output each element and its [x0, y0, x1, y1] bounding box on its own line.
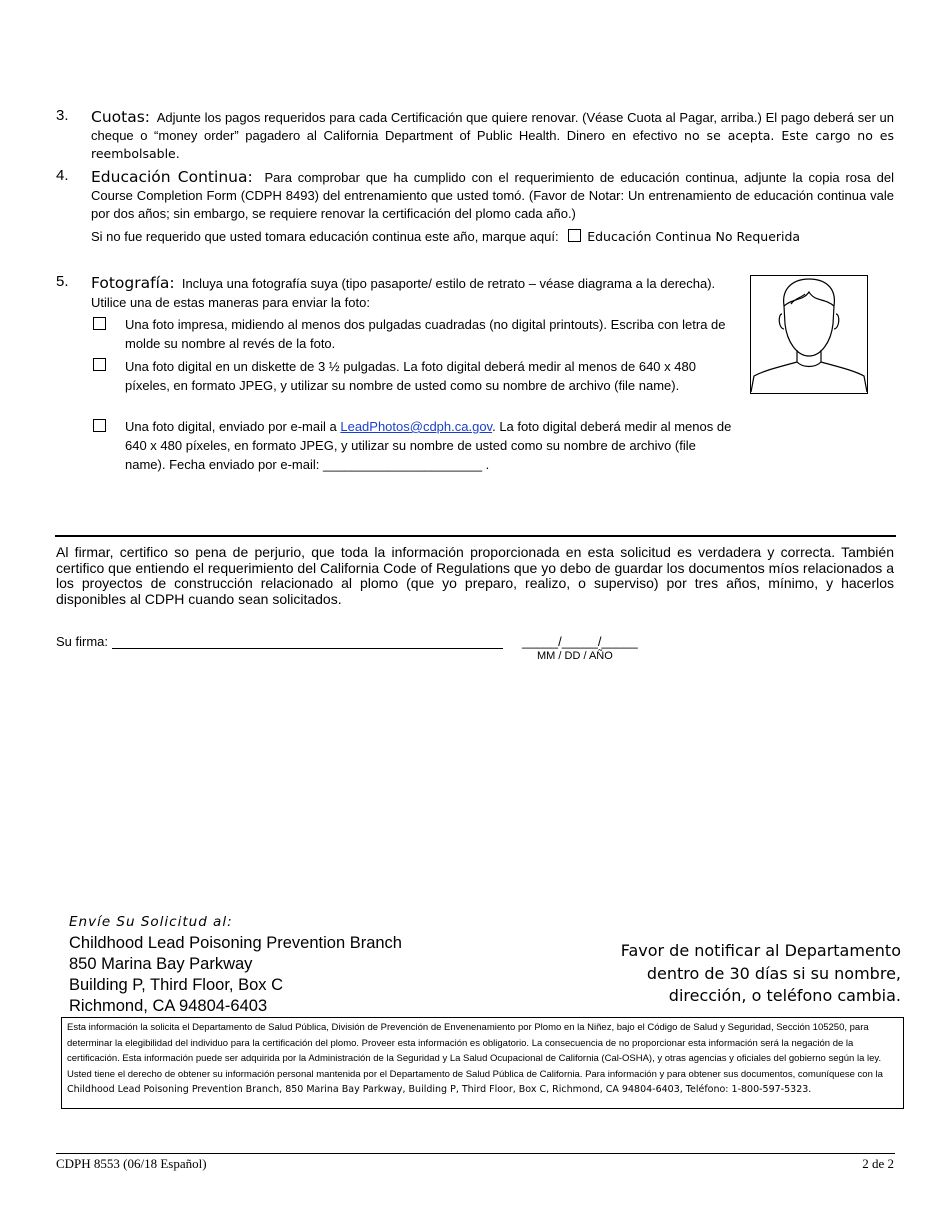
address-line-3: Building P, Third Floor, Box C	[69, 976, 284, 994]
item-3-block	[91, 108, 894, 163]
address-line-2: 850 Marina Bay Parkway	[69, 955, 253, 973]
item-3-text: Adjunte los pagos requeridos para cada Certificación que quiere renovar. (Véase Cuota al Pagar, arriba.) El pago deberá ser un cheque o “money order” pagadero al California Department of Public Health. Dinero en efectivo	[91, 110, 894, 143]
address-line-4: Richmond, CA 94804-6403	[69, 997, 268, 1015]
item-number-4: 4.	[56, 167, 69, 184]
photo-option-diskette-text: Una foto digital en un diskette de 3 ½ pulgadas. La foto digital deberá medir al menos de 640 x 480 píxeles, en formato JPEG, y utilizar su nombre de usted como su nombre de archivo (file name).	[125, 359, 696, 393]
date-format-labels: MM / DD / AÑO	[537, 650, 613, 662]
item-5-heading: Fotografía:	[91, 274, 175, 292]
photo-email-link[interactable]: LeadPhotos@cdph.ca.gov	[340, 419, 493, 434]
notify-line-1: Favor de notificar al Departamento	[620, 941, 901, 960]
notify-notice	[560, 940, 901, 1008]
photo-option-print-text: Una foto impresa, midiendo al menos dos pulgadas cuadradas (no digital printouts). Escriba con letra de molde su nombre al revés de la foto.	[125, 317, 726, 351]
continuing-ed-checkbox[interactable]	[568, 229, 581, 242]
disclaimer-text: Esta información la solicita el Departamento de Salud Pública, División de Prevención de Envenenamiento por Plomo en la Niñez, bajo el Código de Salud y Seguridad, Sección 105250, para determinar la elegibilidad del individuo para la certificación del plomo. Proveer esta información es obligatorio. La consecuencia de no proporcionar esta información será la negación de la certificación. Esta información puede ser adquirida por la Administración de la Seguridad y La Salud Ocupacional de California (Cal-OSHA), y otras agencias y oficiales del gobierno según la ley. Usted tiene el derecho de obtener su información personal mantenida por el Departamento de Salud Pública de California. Para información y para obtener sus documentos, comuníquese con la	[67, 1022, 883, 1080]
continuing-ed-row	[91, 229, 800, 244]
section-divider	[55, 535, 896, 537]
send-to-title: Envíe Su Solicitud al:	[69, 914, 233, 930]
item-4-block	[91, 168, 894, 223]
item-number-3: 3.	[56, 107, 69, 124]
portrait-silhouette-icon	[751, 276, 867, 393]
signature-field[interactable]	[112, 648, 503, 649]
date-field[interactable]: _____/_____/_____	[522, 634, 638, 649]
item-5-block	[91, 274, 731, 312]
item-3-heading: Cuotas:	[91, 108, 151, 126]
signature-label: Su firma:	[56, 634, 109, 649]
item-number-5: 5.	[56, 273, 69, 290]
form-id: CDPH 8553 (06/18 Español)	[56, 1156, 207, 1171]
photo-option-email-text	[125, 417, 735, 474]
notify-line-3: dirección, o teléfono cambia.	[668, 986, 901, 1005]
item-3-text-b: no se acepta. Este cargo no es reembolsable.	[91, 128, 895, 161]
continuing-ed-prompt: Si no fue requerido que usted tomara educación continua este año, marque aquí:	[91, 229, 559, 244]
footer-divider	[56, 1153, 895, 1154]
photo-option-email-post: . La foto digital deberá medir al menos de 640 x 480 píxeles, en formato JPEG, y utilizar su nombre de usted como su nombre de archivo (file name). Fecha enviado por e-mail: ______________________ .	[125, 419, 732, 472]
photo-option-email-pre: Una foto digital, enviado por e-mail a	[125, 419, 341, 434]
notify-line-2: dentro de 30 días si su nombre,	[646, 963, 901, 983]
photo-option-print-checkbox[interactable]	[93, 317, 106, 330]
portrait-diagram	[750, 275, 868, 394]
privacy-disclaimer	[61, 1017, 904, 1109]
page-number: 2 de 2	[862, 1156, 894, 1171]
disclaimer-contact: Childhood Lead Poisoning Prevention Branch, 850 Marina Bay Parkway, Building P, Third Floor, Box C, Richmond, CA 94804-6403, Teléfono: 1-800-597-5323.	[67, 1084, 812, 1095]
photo-option-diskette-checkbox[interactable]	[93, 358, 106, 371]
address-line-1: Childhood Lead Poisoning Prevention Branch	[69, 934, 402, 952]
continuing-ed-checkbox-label: Educación Continua No Requerida	[587, 229, 801, 244]
certification-statement: Al firmar, certifico so pena de perjurio, que toda la información proporcionada en esta solicitud es verdadera y correcta. También certifico que entiendo el requerimiento del California Code of Regulations que yo debo de guardar los documentos míos relacionados a los proyectos de construcción relacionado al plomo (que yo preparo, realizo, o superviso) por tres años, mínimo, y hacerlos disponibles al CDPH cuando sean solicitados.	[56, 544, 894, 607]
item-4-text: Para comprobar que ha cumplido con el requerimiento de educación continua, adjunte la copia rosa del Course Completion Form (CDPH 8493) del entrenamiento que usted tomó. (Favor de Notar: Un entrenamiento de educación continua vale por dos años; sin embargo, se requiere renovar la certificación del plomo cada año.)	[91, 170, 894, 221]
item-4-heading: Educación Continua:	[91, 168, 253, 186]
photo-option-email-checkbox[interactable]	[93, 419, 106, 432]
item-5-text: Incluya una fotografía suya (tipo pasaporte/ estilo de retrato – véase diagrama a la derecha). Utilice una de estas maneras para enviar la foto:	[91, 276, 716, 310]
